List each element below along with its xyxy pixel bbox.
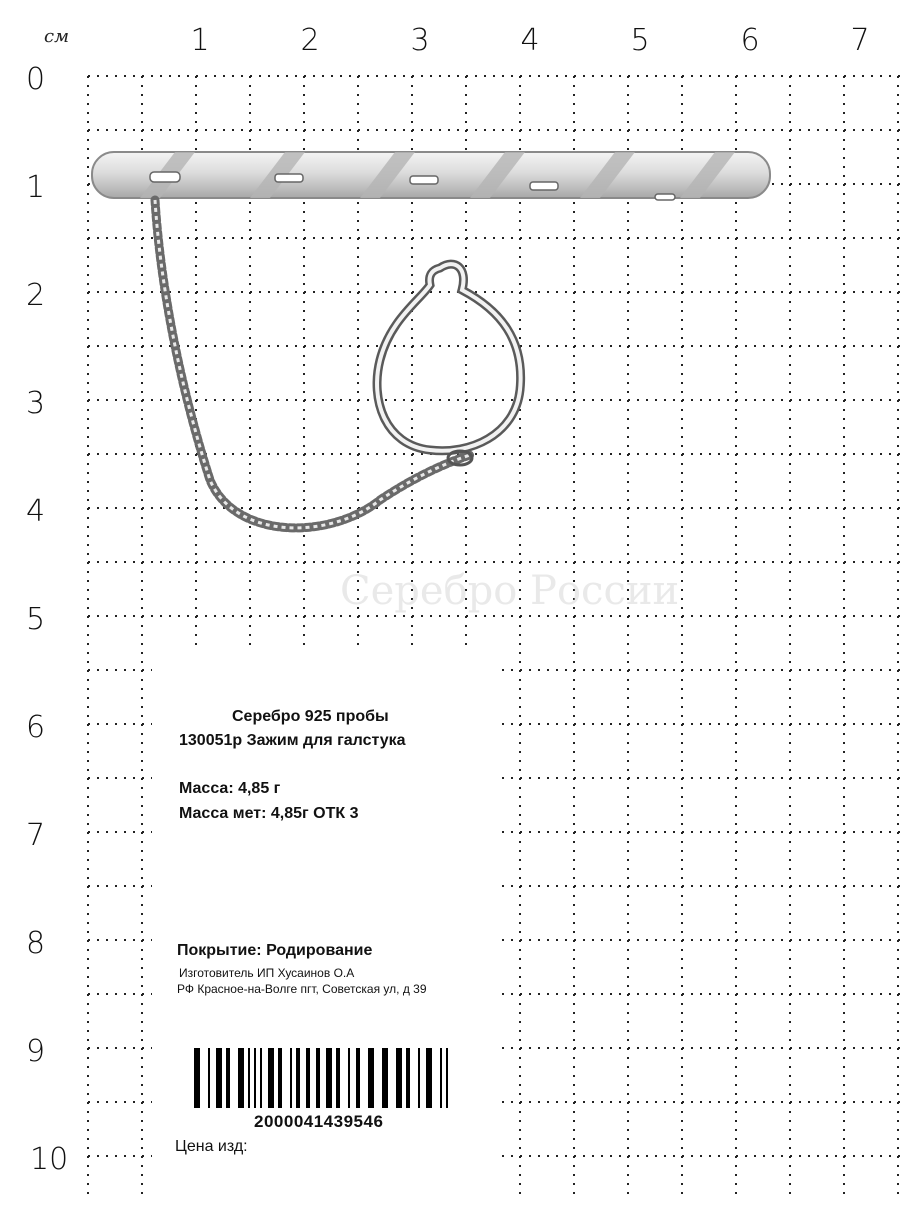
- ruler-y-label: 9: [26, 1034, 46, 1069]
- ruler-x-label: 5: [630, 23, 650, 58]
- barcode-bar: [216, 1048, 222, 1108]
- tie-clip-ring: [377, 264, 521, 465]
- barcode-bar: [406, 1048, 410, 1108]
- barcode-bar: [226, 1048, 230, 1108]
- barcode-bar: [254, 1048, 256, 1108]
- barcode-bar: [418, 1048, 420, 1108]
- barcode-bar: [208, 1048, 210, 1108]
- ruler-x-label: 3: [410, 23, 430, 58]
- barcode-bar: [268, 1048, 274, 1108]
- barcode-bar: [278, 1048, 282, 1108]
- tag-material: Серебро 925 пробы: [232, 708, 389, 725]
- barcode-bar: [290, 1048, 292, 1108]
- ruler-x-label: 2: [300, 23, 320, 58]
- barcode-bar: [336, 1048, 340, 1108]
- ruler-y-label: 1: [26, 170, 46, 205]
- tag-mass: Масса: 4,85 г: [179, 780, 281, 797]
- barcode-bar: [356, 1048, 360, 1108]
- barcode-bar: [194, 1048, 200, 1108]
- ruler-unit-label: см: [44, 26, 70, 47]
- ruler-y-label: 8: [26, 926, 46, 961]
- ruler-x-label: 7: [850, 23, 870, 58]
- barcode-bar: [348, 1048, 350, 1108]
- barcode-number: 2000041439546: [254, 1112, 384, 1131]
- ruler-x-label: 1: [190, 23, 210, 58]
- ruler-x-label: 6: [740, 23, 760, 58]
- watermark-text: Серебро России: [340, 568, 680, 614]
- barcode-bar: [446, 1048, 448, 1108]
- barcode-bar: [382, 1048, 388, 1108]
- ruler-y-label: 4: [26, 494, 46, 529]
- ruler-y-label: 0: [26, 62, 46, 97]
- barcode-bar: [316, 1048, 320, 1108]
- ruler-x-label: 4: [520, 23, 540, 58]
- ruler-y-label: 3: [26, 386, 46, 421]
- barcode-bar: [440, 1048, 442, 1108]
- ruler-y-label: 6: [26, 710, 46, 745]
- ruler-y-label: 5: [26, 602, 46, 637]
- ruler-y-label: 2: [26, 278, 46, 313]
- tag-article: 130051р Зажим для галстука: [179, 732, 406, 749]
- ruler-y-label: 7: [26, 818, 46, 853]
- tag-maker: Изготовитель ИП Хусаинов О.А: [179, 966, 355, 980]
- barcode-bar: [396, 1048, 402, 1108]
- barcode-image: [192, 1048, 462, 1110]
- tag-price-label: Цена изд:: [175, 1138, 248, 1155]
- tag-coating: Покрытие: Родирование: [177, 942, 373, 959]
- ruler-y-label: 10: [30, 1142, 69, 1177]
- tag-mass-metal: Масса мет: 4,85г ОТК 3: [179, 805, 359, 822]
- price-tag: [152, 650, 502, 1210]
- barcode-bar: [368, 1048, 374, 1108]
- tag-address: РФ Красное-на-Волге пгт, Советская ул, д 39: [177, 982, 427, 996]
- tie-clip-chain: [155, 200, 470, 528]
- barcode-bar: [306, 1048, 310, 1108]
- barcode-bar: [326, 1048, 332, 1108]
- barcode-bar: [296, 1048, 300, 1108]
- barcode-bar: [426, 1048, 432, 1108]
- barcode-bar: [248, 1048, 250, 1108]
- tie-clip: [92, 152, 770, 200]
- barcode-bar: [238, 1048, 244, 1108]
- barcode-bar: [260, 1048, 262, 1108]
